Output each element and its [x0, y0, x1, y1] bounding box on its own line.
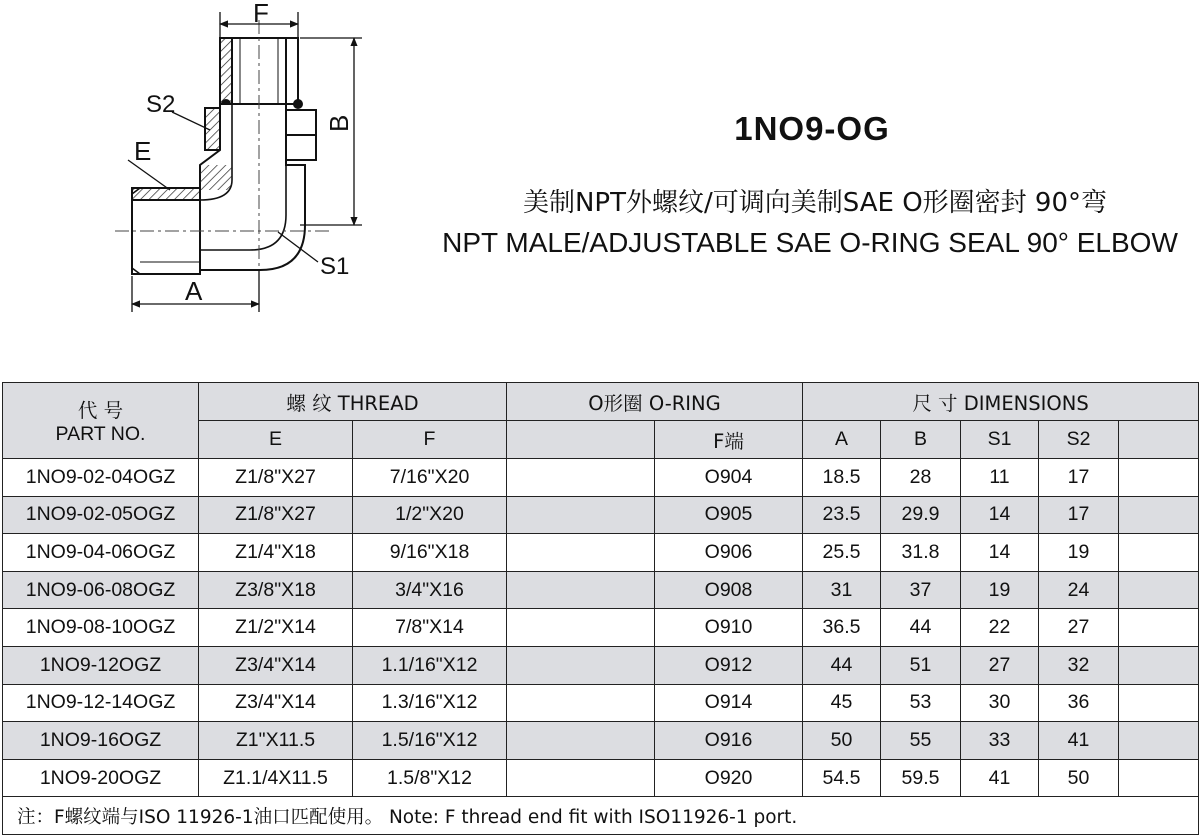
table-row	[3, 684, 1199, 722]
cell-part: 1NO9-02-04OGZ	[3, 459, 199, 497]
cell-blank	[1119, 759, 1199, 797]
cell-blank	[507, 534, 655, 572]
cell-blank	[1119, 684, 1199, 722]
cell-e: Z3/8"X18	[199, 571, 353, 609]
cell-a: 31	[803, 571, 881, 609]
cell-f: 7/8"X14	[353, 609, 507, 647]
cell-a: 50	[803, 722, 881, 760]
cell-oring: O906	[655, 534, 803, 572]
header-b: B	[881, 421, 961, 459]
cell-part: 1NO9-16OGZ	[3, 722, 199, 760]
table-row	[3, 496, 1199, 534]
cell-oring: O908	[655, 571, 803, 609]
cell-oring: O912	[655, 646, 803, 684]
header-f: F	[353, 421, 507, 459]
cell-e: Z1/8"X27	[199, 496, 353, 534]
cell-part: 1NO9-12-14OGZ	[3, 684, 199, 722]
cell-part: 1NO9-06-08OGZ	[3, 571, 199, 609]
cell-blank	[1119, 646, 1199, 684]
cell-a: 23.5	[803, 496, 881, 534]
table-row	[3, 609, 1199, 647]
cell-f: 1.5/8"X12	[353, 759, 507, 797]
cell-blank	[1119, 609, 1199, 647]
table-note: 注：F螺纹端与ISO 11926-1油口匹配使用。 Note: F thread end fit with ISO11926-1 port.	[3, 797, 1199, 835]
cell-b: 51	[881, 646, 961, 684]
cell-blank	[507, 759, 655, 797]
cell-e: Z1"X11.5	[199, 722, 353, 760]
cell-f: 7/16"X20	[353, 459, 507, 497]
cell-b: 59.5	[881, 759, 961, 797]
table-row	[3, 534, 1199, 572]
cell-blank	[1119, 534, 1199, 572]
cell-oring: O905	[655, 496, 803, 534]
cell-b: 31.8	[881, 534, 961, 572]
cell-s1: 41	[961, 759, 1039, 797]
cell-s1: 11	[961, 459, 1039, 497]
table-row	[3, 459, 1199, 497]
cell-blank	[507, 496, 655, 534]
cell-oring: O914	[655, 684, 803, 722]
cell-a: 44	[803, 646, 881, 684]
cell-part: 1NO9-04-06OGZ	[3, 534, 199, 572]
cell-s2: 32	[1039, 646, 1119, 684]
cell-s2: 27	[1039, 609, 1119, 647]
cell-f: 1.1/16"X12	[353, 646, 507, 684]
cell-blank	[1119, 722, 1199, 760]
header-part-no	[3, 383, 199, 459]
cell-a: 18.5	[803, 459, 881, 497]
header-part-no-cn: 代 号	[77, 399, 124, 422]
header-thread: 螺 纹 THREAD	[199, 383, 507, 421]
cell-s1: 33	[961, 722, 1039, 760]
cell-part: 1NO9-02-05OGZ	[3, 496, 199, 534]
cell-blank	[507, 684, 655, 722]
dim-label-e: E	[134, 136, 152, 166]
cell-e: Z3/4"X14	[199, 646, 353, 684]
dim-label-s1: S1	[320, 253, 350, 280]
cell-part: 1NO9-20OGZ	[3, 759, 199, 797]
cell-s2: 36	[1039, 684, 1119, 722]
cell-e: Z1/8"X27	[199, 459, 353, 497]
cell-s1: 22	[961, 609, 1039, 647]
cell-blank	[1119, 459, 1199, 497]
cell-b: 37	[881, 571, 961, 609]
cell-f: 1/2"X20	[353, 496, 507, 534]
cell-blank	[1119, 571, 1199, 609]
cell-oring: O916	[655, 722, 803, 760]
cell-oring: O910	[655, 609, 803, 647]
dim-label-s2: S2	[146, 91, 176, 118]
cell-s2: 41	[1039, 722, 1119, 760]
cell-s1: 19	[961, 571, 1039, 609]
cell-blank	[1119, 496, 1199, 534]
cell-oring: O920	[655, 759, 803, 797]
table-row	[3, 722, 1199, 760]
cell-b: 53	[881, 684, 961, 722]
cell-e: Z1/2"X14	[199, 609, 353, 647]
cell-e: Z1.1/4X11.5	[199, 759, 353, 797]
cell-b: 28	[881, 459, 961, 497]
header-blank	[1119, 421, 1199, 459]
spec-table	[2, 382, 1199, 835]
header-e: E	[199, 421, 353, 459]
header-s2: S2	[1039, 421, 1119, 459]
header-part-no-en: PART NO.	[55, 423, 146, 445]
table-row	[3, 571, 1199, 609]
cell-s2: 24	[1039, 571, 1119, 609]
cell-e: Z1/4"X18	[199, 534, 353, 572]
cell-blank	[507, 646, 655, 684]
cell-f: 1.3/16"X12	[353, 684, 507, 722]
cell-s2: 50	[1039, 759, 1119, 797]
cell-blank	[507, 722, 655, 760]
header-f-end: F端	[655, 421, 803, 459]
cell-f: 9/16"X18	[353, 534, 507, 572]
subtitle-chinese: 美制NPT外螺纹/可调向美制SAE O形圈密封 90°弯	[522, 188, 1108, 218]
cell-b: 29.9	[881, 496, 961, 534]
dim-label-a: A	[185, 276, 203, 306]
cell-a: 54.5	[803, 759, 881, 797]
header-dimensions: 尺 寸 DIMENSIONS	[803, 383, 1199, 421]
table-body	[3, 459, 1199, 797]
cell-part: 1NO9-12OGZ	[3, 646, 199, 684]
cell-blank	[507, 459, 655, 497]
cell-a: 36.5	[803, 609, 881, 647]
cell-s2: 19	[1039, 534, 1119, 572]
cell-e: Z3/4"X14	[199, 684, 353, 722]
cell-b: 44	[881, 609, 961, 647]
cell-s1: 30	[961, 684, 1039, 722]
dim-label-f: F	[253, 0, 269, 28]
header-a: A	[803, 421, 881, 459]
cell-part: 1NO9-08-10OGZ	[3, 609, 199, 647]
header-s1: S1	[961, 421, 1039, 459]
elbow-fitting-drawing	[0, 0, 420, 330]
cell-f: 3/4"X16	[353, 571, 507, 609]
cell-s2: 17	[1039, 459, 1119, 497]
cell-a: 45	[803, 684, 881, 722]
cell-s1: 27	[961, 646, 1039, 684]
cell-b: 55	[881, 722, 961, 760]
cell-s1: 14	[961, 534, 1039, 572]
cell-blank	[507, 609, 655, 647]
table-row	[3, 759, 1199, 797]
part-title: 1NO9-OG	[734, 110, 890, 147]
dim-label-b: B	[324, 114, 354, 132]
cell-a: 25.5	[803, 534, 881, 572]
header-oring: O形圈 O-RING	[507, 383, 803, 421]
table-row	[3, 646, 1199, 684]
cell-f: 1.5/16"X12	[353, 722, 507, 760]
fitting-outline	[132, 38, 316, 274]
cell-s2: 17	[1039, 496, 1119, 534]
cell-oring: O904	[655, 459, 803, 497]
header-oring-blank	[507, 421, 655, 459]
cell-blank	[507, 571, 655, 609]
cell-s1: 14	[961, 496, 1039, 534]
subtitle-english: NPT MALE/ADJUSTABLE SAE O-RING SEAL 90° ELBOW	[442, 227, 1178, 258]
